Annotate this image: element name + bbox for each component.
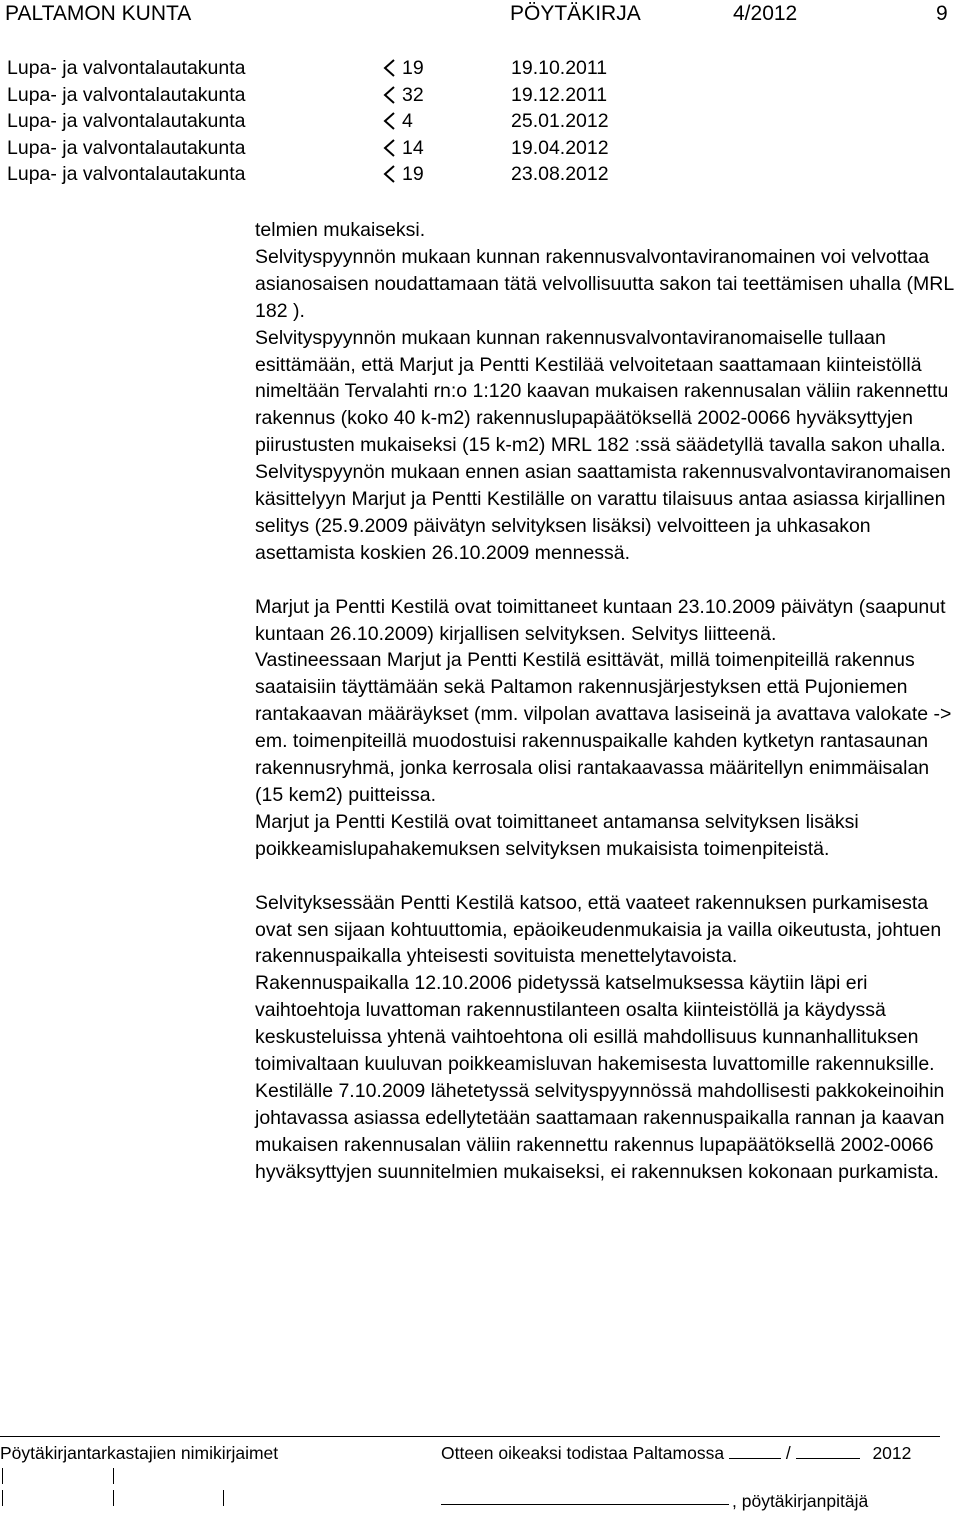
paragraph: Rakennuspaikalla 12.10.2006 pidetyssä katselmuksessa käytiin läpi eri vaihtoehtoja luvattoman rakennustilanteen osalta kiinteistöllä ja käydyssä keskusteluissa yhtenä vaihtoehtona oli esillä mahdollisuus kunnanhallituksen toimivaltaan kuuluvan poikkeamisluvan hakemisesta luvattomille rakennuksille. xyxy=(255,972,935,1076)
meeting-history-list xyxy=(0,55,960,188)
meeting-date: 19.12.2011 xyxy=(511,83,608,106)
minutes-body xyxy=(255,217,955,1186)
month-blank xyxy=(796,1442,860,1459)
paragraph: Selvityksessään Pentti Kestilä katsoo, että vaateet rakennuksen purkamisesta ovat sen sijaan kohtuuttomia, epäoikeudenmukaisia ja vailla oikeutusta, johtuen rakennuspaikalla yhteisesti sovituista menettelytavoista. xyxy=(255,891,942,968)
municipality-name: PALTAMON KUNTA xyxy=(5,2,192,25)
clerk-label: , pöytäkirjanpitäjä xyxy=(732,1491,869,1511)
document-issue: 4/2012 xyxy=(733,2,798,25)
section-number: 19 xyxy=(402,163,424,186)
meeting-row xyxy=(0,161,960,188)
meeting-row xyxy=(0,82,960,109)
meeting-row xyxy=(0,108,960,135)
page-header xyxy=(0,0,960,30)
signatures-label: Pöytäkirjantarkastajien nimikirjaimet xyxy=(0,1443,279,1463)
meeting-date: 25.01.2012 xyxy=(511,110,609,133)
paragraph: Selvityspyynnön mukaan kunnan rakennusvalvontaviranomainen voi velvottaa asianosaisen noudattamaan tätä velvollisuutta sakon tai teettämisen uhalla (MRL 182 ). xyxy=(255,245,954,322)
signature-divider xyxy=(2,1468,3,1484)
footer-divider xyxy=(0,1436,940,1437)
section-number: 19 xyxy=(402,57,424,79)
board-name: Lupa- ja valvontalautakunta xyxy=(7,163,246,186)
section-number: 4 xyxy=(402,110,413,133)
certification-label: Otteen oikeaksi todistaa Paltamossa xyxy=(441,1443,725,1463)
paragraph: Marjut ja Pentti Kestilä ovat toimittaneet antamansa selvityksen lisäksi poikkeamislupahakemuksen selvityksen mukaisista toimenpiteistä. xyxy=(255,810,859,860)
board-name: Lupa- ja valvontalautakunta xyxy=(7,83,246,106)
page-number: 9 xyxy=(936,2,948,25)
board-name: Lupa- ja valvontalautakunta xyxy=(7,57,246,79)
date-separator: / xyxy=(785,1443,791,1463)
signature-divider xyxy=(113,1468,114,1484)
meeting-date: 19.04.2012 xyxy=(511,136,609,159)
meeting-date: 23.08.2012 xyxy=(511,163,609,186)
signature-divider xyxy=(113,1490,114,1506)
meeting-row xyxy=(0,55,960,82)
certification-line xyxy=(441,1442,911,1465)
clerk-signature-blank xyxy=(441,1504,729,1505)
paragraph: Marjut ja Pentti Kestilä ovat toimittaneet kuntaan 23.10.2009 päivätyn (saapunut kuntaan 26.10.2009) kirjallisen selvityksen. Selvitys liitteenä. xyxy=(255,595,946,645)
paragraph: Selvityspyynön mukaan ennen asian saattamista rakennusvalvontaviranomaisen käsittelyyn Marjut ja Pentti Kestilälle on varattu tilaisuus antaa asiassa kirjallinen selitys (25.9.2009 päivätyn selvityksen lisäksi) velvoitteen ja uhkasakon asettamista koskien 26.10.2009 mennessä. xyxy=(255,461,951,564)
signature-divider xyxy=(223,1490,224,1506)
paragraph: Kestilälle 7.10.2009 lähetetyssä selvityspyynnössä mahdollisesti pakkokeinoihin johtavassa asiassa edellytetään saattamaan rakennuspaikalla rannan ja kaavan mukaisen rakennusalan väliin rakennettu rakennus lupapäätöksellä 2002-0066 hyväksyttyjen suunnitelmien mukaiseksi, ei rakennuksen kokonaan purkamista. xyxy=(255,1079,945,1183)
meeting-row xyxy=(0,135,960,162)
section-sign-icon xyxy=(382,164,396,192)
paragraph: telmien mukaiseksi. xyxy=(255,219,426,241)
paragraph: Selvityspyynnön mukaan kunnan rakennusvalvontaviranomaiselle tullaan esittämään, että Marjut ja Pentti Kestilää velvoitetaan saattamaan kiinteistöllä nimeltään Tervalahti rn:o 1:120 kaavan mukaisen rakennusalan väliin rakennettu rakennus (koko 40 k-m2) rakennuslupapäätöksellä 2002-0066 hyväksyttyjen piirustusten mukaiseksi (15 k-m2) MRL 182 :ssä säädetyllä tavalla sakon uhalla. xyxy=(255,326,949,457)
board-name: Lupa- ja valvontalautakunta xyxy=(7,136,246,159)
section-number: 14 xyxy=(402,136,424,159)
certification-year: 2012 xyxy=(872,1443,912,1463)
paragraph: Vastineessaan Marjut ja Pentti Kestilä esittävät, millä toimenpiteillä rakennus saataisiin täyttämään sekä Paltamon rakennusjärjestyksen että Pujoniemen rantakaavan määräykset (mm. vilpolan avattava lasiseinä ja avattava valokate -> em. toimenpiteillä muodostuisi rakennuspaikalle kahden kytketyn rantasaunan rakennusryhmä, jonka kerrosala olisi rantakaavassa määritellyn enimmäisalan (15 kem2) puitteissa. xyxy=(255,649,952,807)
document-type: PÖYTÄKIRJA xyxy=(510,2,641,25)
section-number: 32 xyxy=(402,83,424,106)
board-name: Lupa- ja valvontalautakunta xyxy=(7,110,246,133)
meeting-date: 19.10.2011 xyxy=(511,57,608,79)
signature-divider xyxy=(2,1490,3,1506)
day-blank xyxy=(729,1442,781,1459)
